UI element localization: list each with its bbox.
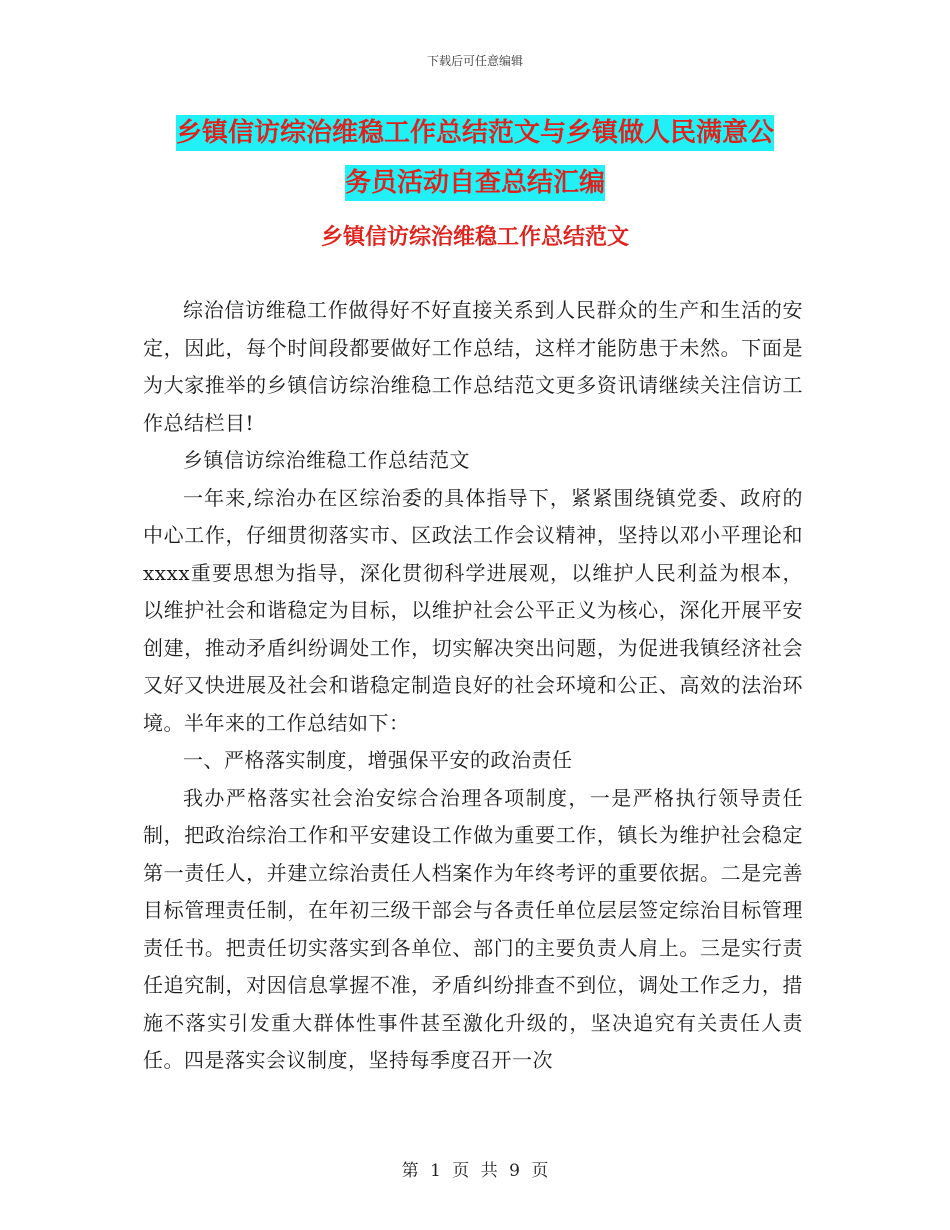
title-line-2: 务员活动自查总结汇编	[345, 165, 605, 201]
document-title	[0, 108, 950, 208]
body-text	[143, 292, 803, 1080]
paragraph-heading-one: 一、严格落实制度，增强保平安的政治责任	[183, 748, 573, 772]
paragraph-measures: 我办严格落实社会治安综合治理各项制度，一是严格执行领导责任制，把政治综治工作和平安建设工作做为重要工作，镇长为维护社会稳定第一责任人，并建立综治责任人档案作为年终考评的重要依据。二是完善目标管理责任制，在年初三级干部会与各责任单位层层签定综治目标管理责任书。把责任切实落实到各单位、部门的主要负责人肩上。三是实行责任追究制，对因信息掌握不准，矛盾纠纷排查不到位，调处工作乏力，措施不落实引发重大群体性事件甚至激化升级的，坚决追究有关责任人责任。四是落实会议制度，坚持每季度召开一次	[143, 785, 803, 1072]
paragraph-overview: 一年来,综治办在区综治委的具体指导下，紧紧围绕镇党委、政府的中心工作，仔细贯彻落实市、区政法工作会议精神，坚持以邓小平理论和xxxx重要思想为指导，深化贯彻科学进展观，以维护人民利益为根本，以维护社会和谐稳定为目标，以维护社会公平正义为核心，深化开展平安创建，推动矛盾纠纷调处工作，切实解决突出问题，为促进我镇经济社会又好又快进展及社会和谐稳定制造良好的社会环境和公正、高效的法治环境。半年来的工作总结如下：	[143, 485, 803, 735]
header-note: 下载后可任意编辑	[426, 54, 523, 68]
section-title: 乡镇信访综治维稳工作总结范文	[320, 225, 629, 250]
paragraph-subheading: 乡镇信访综治维稳工作总结范文	[183, 448, 470, 472]
title-line-1: 乡镇信访综治维稳工作总结范文与乡镇做人民满意公	[176, 115, 774, 151]
paragraph-intro: 综治信访维稳工作做得好不好直接关系到人民群众的生产和生活的安定，因此，每个时间段都要做好工作总结，这样才能防患于未然。下面是为大家推举的乡镇信访综治维稳工作总结范文更多资讯请继续关注信访工作总结栏目!	[143, 298, 803, 435]
page-footer: 第 1 页 共 9 页	[401, 1161, 549, 1181]
